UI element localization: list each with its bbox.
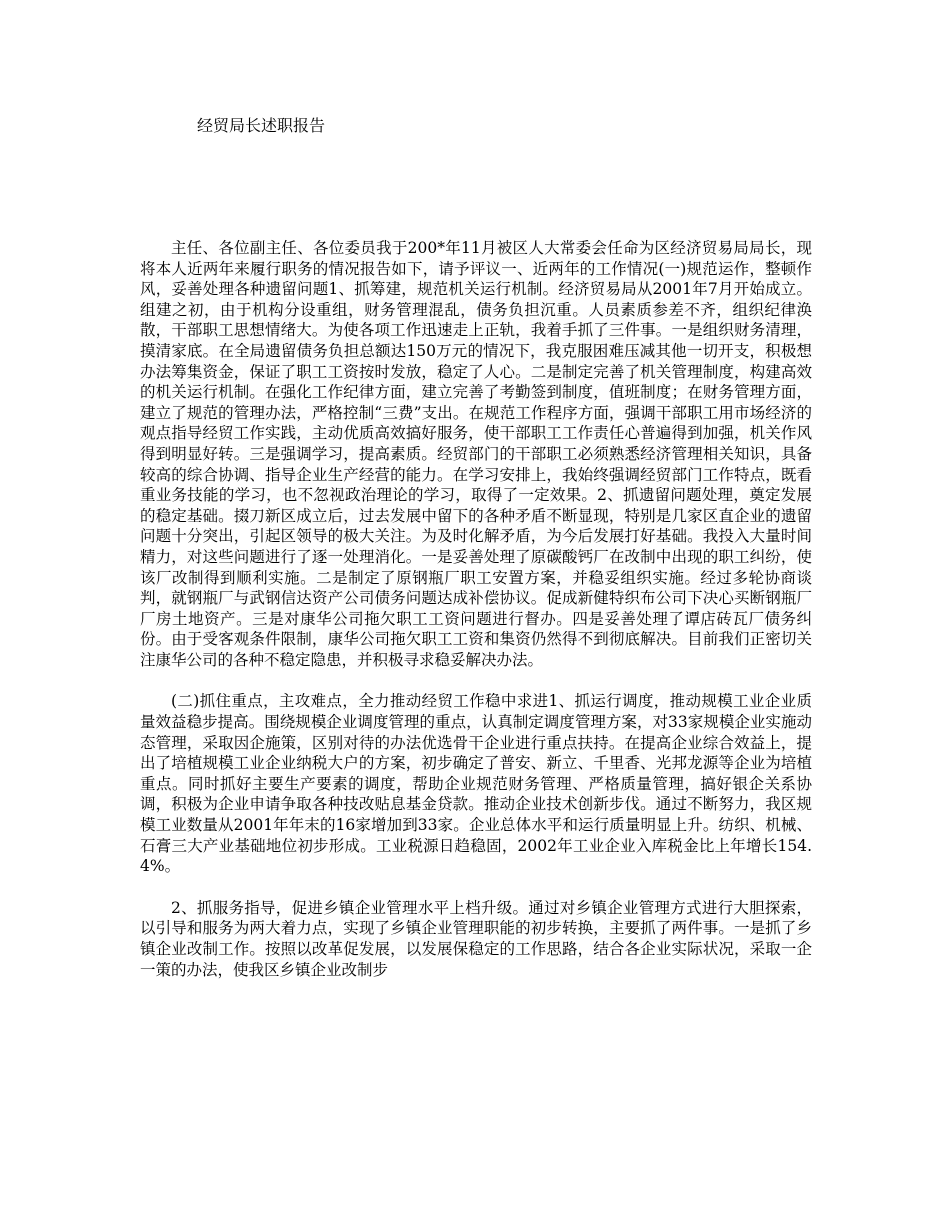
document-body — [140, 238, 812, 1001]
paragraph-1: 主任、各位副主任、各位委员我于200*年11月被区人大常委会任命为区经济贸易局局长，现将本人近两年来履行职务的情况报告如下，请予评议一、近两年的工作情况(一)规范运作，整顿作风，妥善处理各种遗留问题1、抓筹建，规范机关运行机制。经济贸易局从2001年7月开始成立。组建之初，由于机构分设重组，财务管理混乱，债务负担沉重。人员素质参差不齐，组织纪律涣散，干部职工思想情绪大。为使各项工作迅速走上正轨，我着手抓了三件事。一是组织财务清理，摸清家底。在全局遗留债务负担总额达150万元的情况下，我克服困难压减其他一切开支，积极想办法筹集资金，保证了职工工资按时发放，稳定了人心。二是制定完善了机关管理制度，构建高效的机关运行机制。在强化工作纪律方面，建立完善了考勤签到制度，值班制度；在财务管理方面，建立了规范的管理办法，严格控制“三费”支出。在规范工作程序方面，强调干部职工用市场经济的观点指导经贸工作实践，主动优质高效搞好服务，使干部职工工作责任心普遍得到加强，机关作风得到明显好转。三是强调学习，提高素质。经贸部门的干部职工必须熟悉经济管理相关知识，具备较高的综合协调、指导企业生产经营的能力。在学习安排上，我始终强调经贸部门工作特点，既看重业务技能的学习，也不忽视政治理论的学习，取得了一定效果。2、抓遗留问题处理，奠定发展的稳定基础。掇刀新区成立后，过去发展中留下的各种矛盾不断显现，特别是几家区直企业的遗留问题十分突出，引起区领导的极大关注。为及时化解矛盾，为今后发展打好基础。我投入大量时间精力，对这些问题进行了逐一处理消化。一是妥善处理了原碳酸钙厂在改制中出现的职工纠纷，使该厂改制得到顺利实施。二是制定了原钢瓶厂职工安置方案，并稳妥组织实施。经过多轮协商谈判，就钢瓶厂与武钢信达资产公司债务问题达成补偿协议。促成新健特织布公司下决心买断钢瓶厂厂房土地资产。三是对康华公司拖欠职工工资问题进行督办。四是妥善处理了谭店砖瓦厂债务纠份。由于受客观条件限制，康华公司拖欠职工工资和集资仍然得不到彻底解决。目前我们正密切关注康华公司的各种不稳定隐患，并积极寻求稳妥解决办法。 — [140, 239, 812, 669]
paragraph-3: 2、抓服务指导，促进乡镇企业管理水平上档升级。通过对乡镇企业管理方式进行大胆探索，以引导和服务为两大着力点，实现了乡镇企业管理职能的初步转换，主要抓了两件事。一是抓了乡镇企业改制工作。按照以改革促发展，以发展保稳定的工作思路，结合各企业实际状况，采取一企一策的办法，使我区乡镇企业改制步 — [140, 898, 812, 979]
document-title: 经贸局长述职报告 — [197, 116, 326, 135]
paragraph-2: (二)抓住重点，主攻难点，全力推动经贸工作稳中求进1、抓运行调度，推动规模工业企业质量效益稳步提高。围绕规模企业调度管理的重点，认真制定调度管理方案，对33家规模企业实施动态管理，采取因企施策，区别对待的办法优选骨干企业进行重点扶持。在提高企业综合效益上，提出了培植规模工业企业纳税大户的方案，初步确定了普安、新立、千里香、光邦龙源等企业为培植重点。同时抓好主要生产要素的调度，帮助企业规范财务管理、严格质量管理，搞好银企关系协调，积极为企业申请争取各种技改贴息基金贷款。推动企业技术创新步伐。通过不断努力，我区规模工业数量从2001年年末的16家增加到33家。企业总体水平和运行质量明显上升。纺织、机械、石膏三大产业基础地位初步形成。工业税源日趋稳固，2002年工业企业入库税金比上年增长154.4%。 — [140, 692, 812, 876]
